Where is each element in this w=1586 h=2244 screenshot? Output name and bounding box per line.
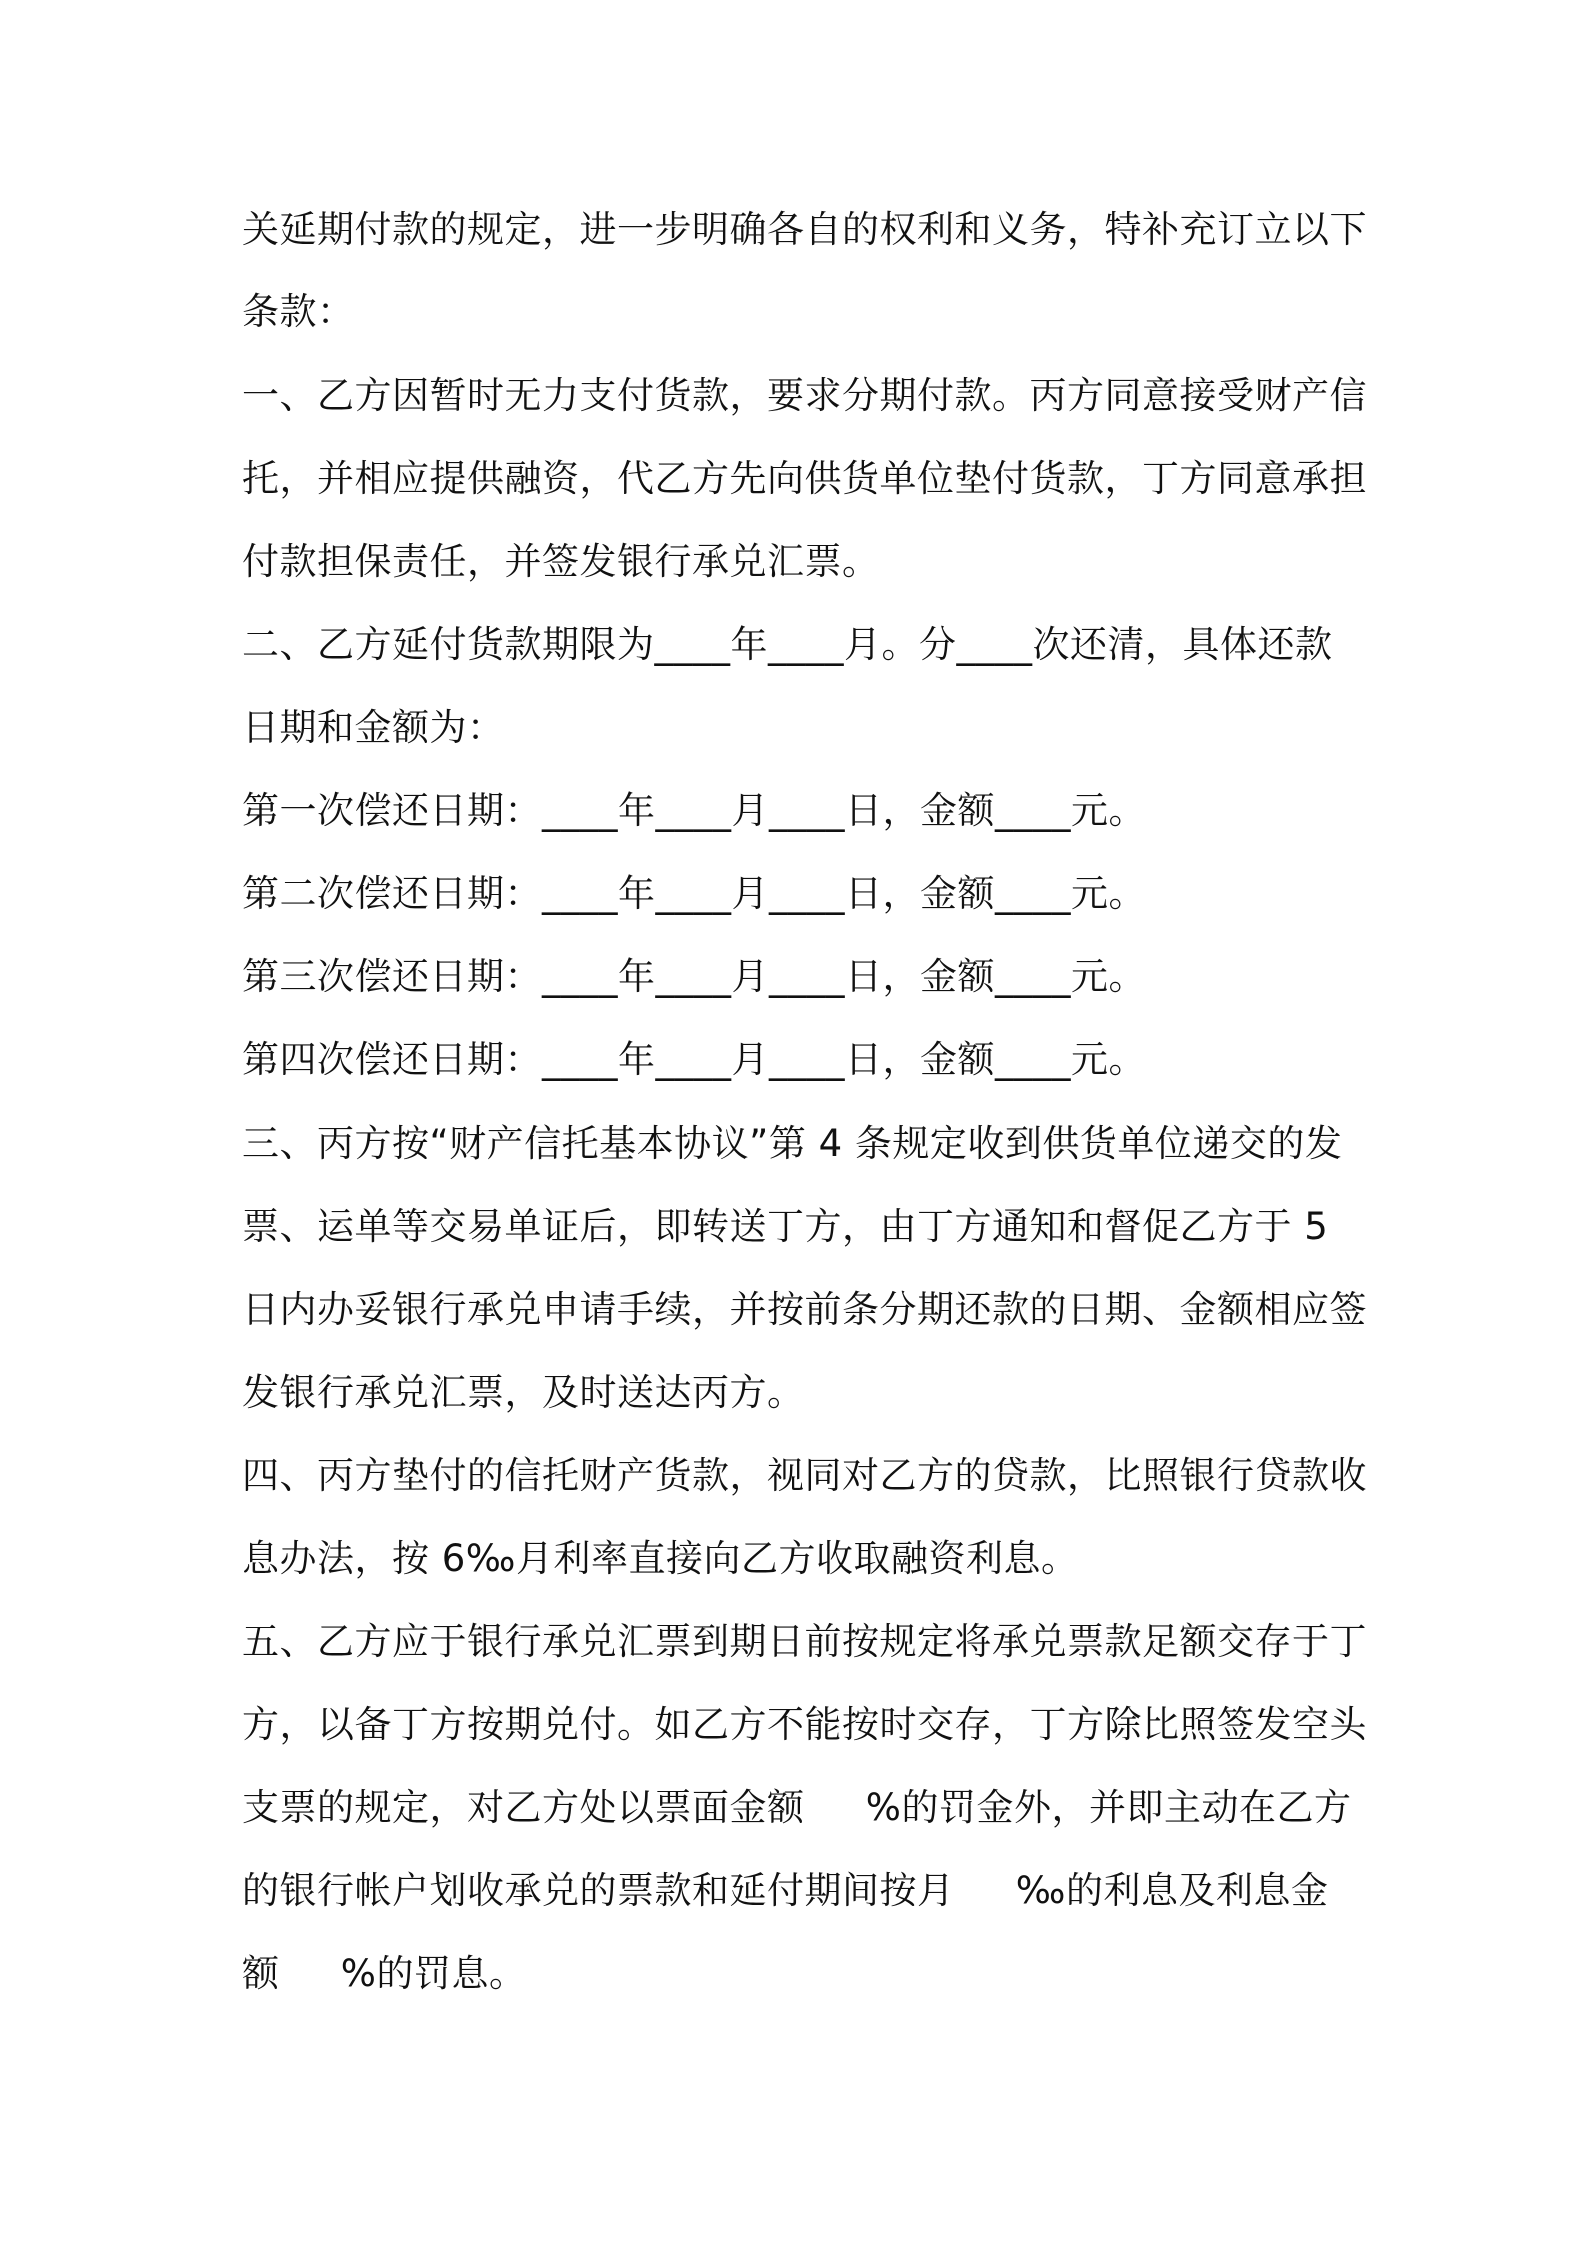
text-line: 第四次偿还日期：____年____月____日，金额____元。 [242,1038,1146,1081]
text-line: 条款： [242,290,355,333]
text-line: 关延期付款的规定，进一步明确各自的权利和义务，特补充订立以下 [242,208,1367,251]
text-line: 日期和金额为： [242,706,505,749]
text-line: 支票的规定，对乙方处以票面金额 %的罚金外，并即主动在乙方 [242,1786,1352,1829]
text-line: 息办法，按 6‰月利率直接向乙方收取融资利息。 [242,1537,1079,1580]
text-line: 第三次偿还日期：____年____月____日，金额____元。 [242,955,1146,998]
text-line: 的银行帐户划收承兑的票款和延付期间按月 ‰的利息及利息金 [242,1869,1329,1912]
text-line: 四、丙方垫付的信托财产货款，视同对乙方的贷款，比照银行贷款收 [242,1454,1367,1497]
text-line: 第一次偿还日期：____年____月____日，金额____元。 [242,789,1146,832]
text-line: 方，以备丁方按期兑付。如乙方不能按时交存，丁方除比照签发空头 [242,1703,1367,1746]
text-line: 五、乙方应于银行承兑汇票到期日前按规定将承兑票款足额交存于丁 [242,1620,1367,1663]
text-line: 一、乙方因暂时无力支付货款，要求分期付款。丙方同意接受财产信 [242,374,1367,417]
text-line: 三、丙方按“财产信托基本协议”第 4 条规定收到供货单位递交的发 [242,1122,1343,1165]
text-line: 第二次偿还日期：____年____月____日，金额____元。 [242,872,1146,915]
text-line: 额 %的罚息。 [242,1952,527,1995]
text-line: 日内办妥银行承兑申请手续，并按前条分期还款的日期、金额相应签 [242,1288,1367,1331]
text-line: 付款担保责任，并签发银行承兑汇票。 [242,540,880,583]
text-line: 二、乙方延付货款期限为____年____月。分____次还清，具体还款 [242,623,1333,666]
text-line: 托，并相应提供融资，代乙方先向供货单位垫付货款，丁方同意承担 [242,457,1367,500]
text-line: 发银行承兑汇票，及时送达丙方。 [242,1371,805,1414]
text-line: 票、运单等交易单证后，即转送丁方，由丁方通知和督促乙方于 5 [242,1205,1329,1248]
